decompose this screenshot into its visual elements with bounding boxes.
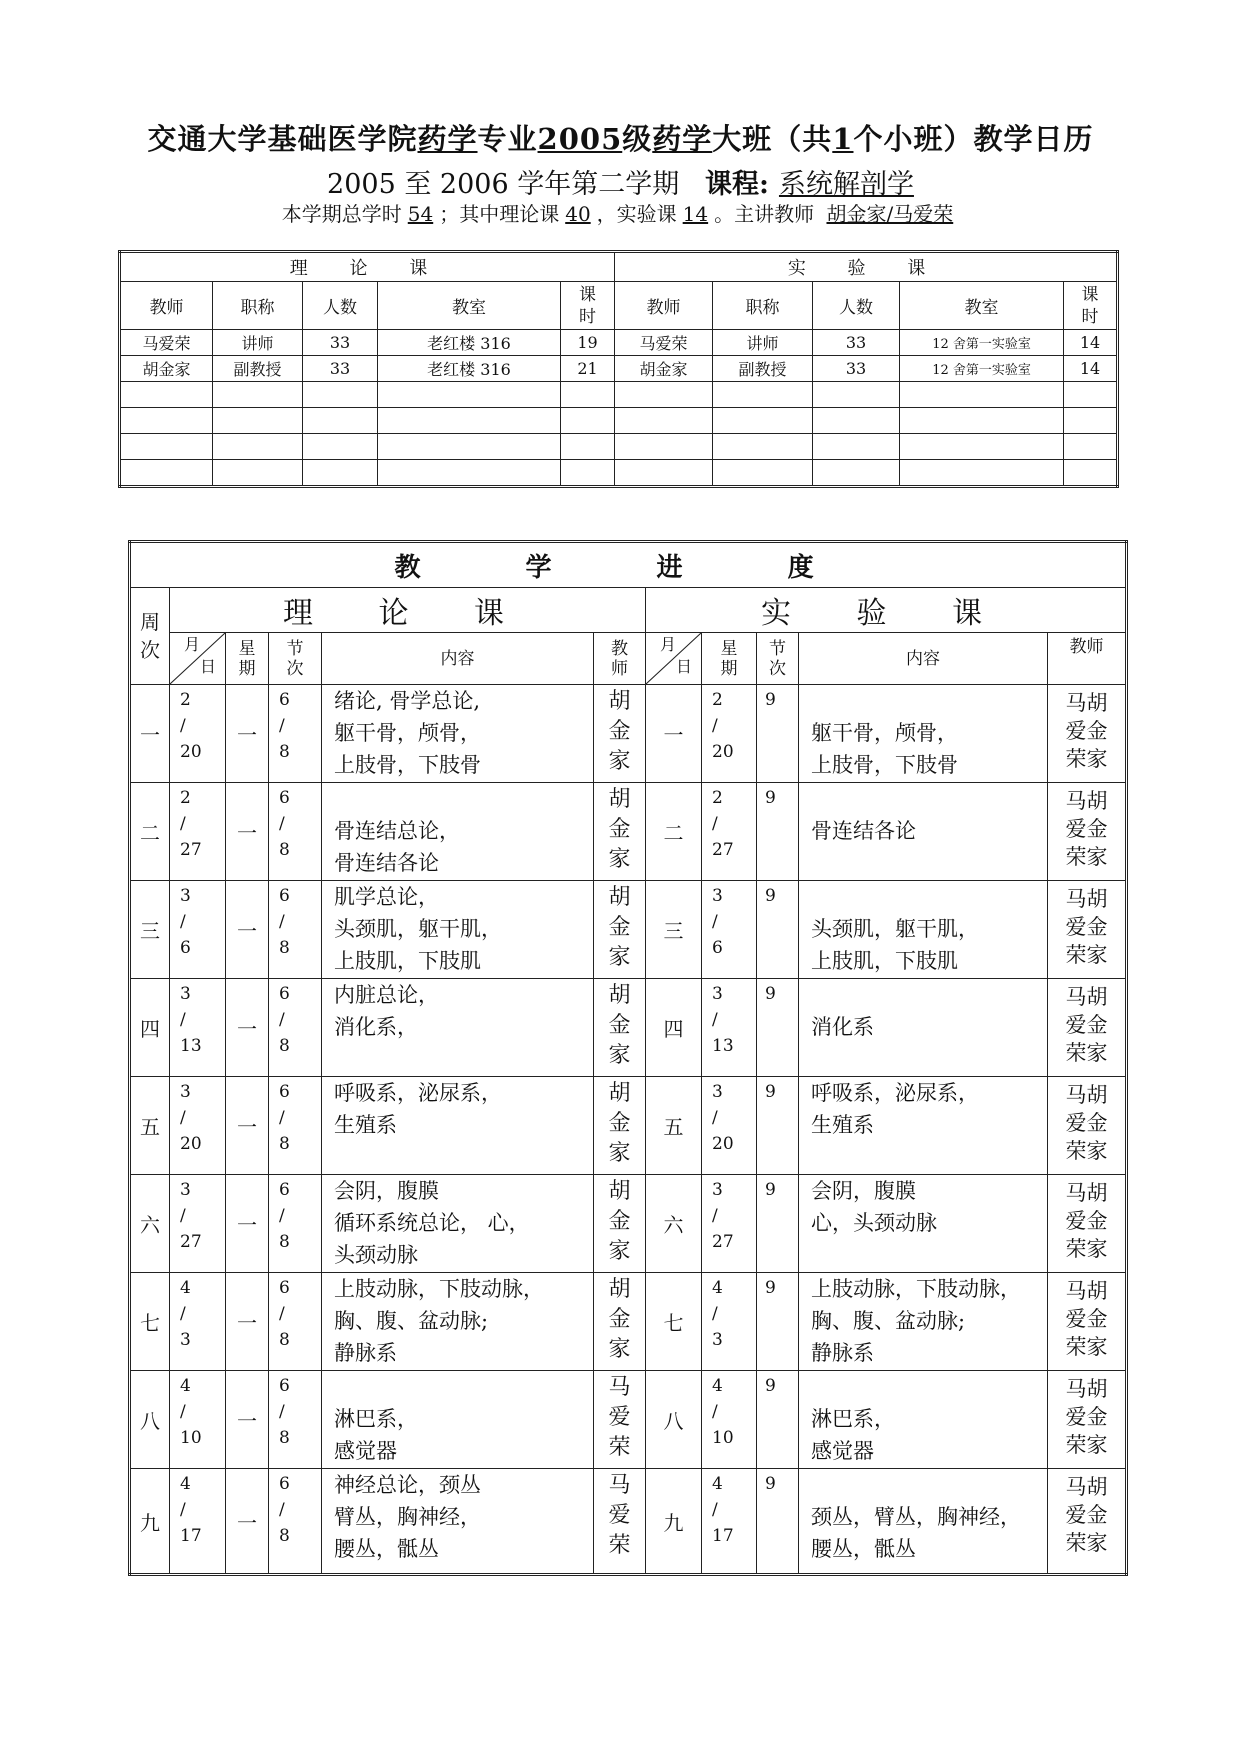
theory-content: 上肢动脉，下肢动脉， 胸、腹、盆动脉; 静脉系 bbox=[322, 1273, 594, 1371]
schedule-table bbox=[128, 540, 1128, 1576]
week-number: 七 bbox=[130, 1273, 170, 1371]
lab-period: 9 bbox=[757, 783, 799, 881]
lab-content: 躯干骨，颅骨， 上肢骨，下肢骨 bbox=[799, 685, 1048, 783]
col-rank: 职称 bbox=[213, 282, 303, 330]
week-number: 四 bbox=[130, 979, 170, 1077]
lab-teacher: 马胡 爱金 荣家 bbox=[1048, 783, 1127, 881]
lab-week: 九 bbox=[646, 1469, 702, 1575]
period-header: 节次 bbox=[757, 633, 799, 685]
theory-teacher: 胡 金 家 bbox=[594, 783, 646, 881]
schedule-row bbox=[130, 1175, 1127, 1273]
col-teacher: 教师 bbox=[120, 282, 213, 330]
schedule-theory-title: 理 论 课 bbox=[170, 588, 646, 633]
period: 6 / 8 bbox=[269, 881, 322, 979]
lab-period: 9 bbox=[757, 1273, 799, 1371]
col-hours: 课时 bbox=[1064, 282, 1118, 330]
col-count: 人数 bbox=[303, 282, 378, 330]
weekday: 一 bbox=[226, 1273, 269, 1371]
week-number: 六 bbox=[130, 1175, 170, 1273]
lab-date: 2 / 27 bbox=[702, 783, 757, 881]
date: 4 / 10 bbox=[170, 1371, 226, 1469]
theory-content: 内脏总论， 消化系， bbox=[322, 979, 594, 1077]
lab-content: 上肢动脉，下肢动脉， 胸、腹、盆动脉; 静脉系 bbox=[799, 1273, 1048, 1371]
total-hours: 54 bbox=[407, 202, 434, 226]
schedule-row bbox=[130, 1469, 1127, 1575]
weekday: 一 bbox=[226, 1469, 269, 1575]
period: 6 / 8 bbox=[269, 1469, 322, 1575]
week-number: 一 bbox=[130, 685, 170, 783]
date: 3 / 6 bbox=[170, 881, 226, 979]
lab-date: 3 / 27 bbox=[702, 1175, 757, 1273]
lab-week: 五 bbox=[646, 1077, 702, 1175]
schedule-title: 教 学 进 度 bbox=[130, 542, 1127, 588]
col-room: 教室 bbox=[378, 282, 561, 330]
week-number: 九 bbox=[130, 1469, 170, 1575]
theory-teacher: 胡 金 家 bbox=[594, 1175, 646, 1273]
lab-content: 会阴，腹膜 心，头颈动脉 bbox=[799, 1175, 1048, 1273]
theory-teacher: 胡 金 家 bbox=[594, 979, 646, 1077]
lab-content: 消化系 bbox=[799, 979, 1048, 1077]
empty-row bbox=[120, 382, 1118, 408]
week-number: 三 bbox=[130, 881, 170, 979]
lab-hours: 14 bbox=[682, 202, 709, 226]
course-label: 课程: bbox=[704, 169, 769, 200]
weekday: 一 bbox=[226, 979, 269, 1077]
term: 2005 至 2006 学年第二学期 bbox=[327, 169, 680, 200]
lab-week: 六 bbox=[646, 1175, 702, 1273]
schedule-row bbox=[130, 783, 1127, 881]
theory-content: 肌学总论， 头颈肌，躯干肌， 上肢肌，下肢肌 bbox=[322, 881, 594, 979]
schedule-lab-title: 实 验 课 bbox=[646, 588, 1127, 633]
week-number: 二 bbox=[130, 783, 170, 881]
theory-teacher: 马 爱 荣 bbox=[594, 1469, 646, 1575]
lab-period: 9 bbox=[757, 1469, 799, 1575]
empty-row bbox=[120, 434, 1118, 460]
teacher-header: 教师 bbox=[594, 633, 646, 685]
date: 2 / 20 bbox=[170, 685, 226, 783]
date: 3 / 20 bbox=[170, 1077, 226, 1175]
empty-row bbox=[120, 408, 1118, 434]
date: 3 / 27 bbox=[170, 1175, 226, 1273]
lab-period: 9 bbox=[757, 1371, 799, 1469]
weekday-header: 星期 bbox=[226, 633, 269, 685]
theory-content: 神经总论，颈丛 臂丛，胸神经， 腰丛，骶丛 bbox=[322, 1469, 594, 1575]
lab-period: 9 bbox=[757, 685, 799, 783]
theory-teacher: 胡 金 家 bbox=[594, 1077, 646, 1175]
lab-teacher: 马胡 爱金 荣家 bbox=[1048, 1077, 1127, 1175]
staff-lab-title: 实 验 课 bbox=[615, 252, 1118, 282]
lab-period: 9 bbox=[757, 1077, 799, 1175]
teacher-header: 教师 bbox=[1048, 633, 1127, 685]
lab-week: 二 bbox=[646, 783, 702, 881]
date: 2 / 27 bbox=[170, 783, 226, 881]
weekday-header: 星期 bbox=[702, 633, 757, 685]
theory-content: 骨连结总论， 骨连结各论 bbox=[322, 783, 594, 881]
hours-info: 本学期总学时 54 ；其中理论课 40 ，实验课 14 。主讲教师 胡金家/马爱荣 bbox=[0, 198, 1241, 227]
lab-date: 3 / 13 bbox=[702, 979, 757, 1077]
weekday: 一 bbox=[226, 1077, 269, 1175]
lab-content: 头颈肌，躯干肌， 上肢肌，下肢肌 bbox=[799, 881, 1048, 979]
col-teacher: 教师 bbox=[615, 282, 713, 330]
weekday: 一 bbox=[226, 881, 269, 979]
lab-date: 4 / 17 bbox=[702, 1469, 757, 1575]
lab-week: 八 bbox=[646, 1371, 702, 1469]
week-number: 五 bbox=[130, 1077, 170, 1175]
lab-date: 4 / 3 bbox=[702, 1273, 757, 1371]
schedule-row bbox=[130, 1273, 1127, 1371]
term-line bbox=[0, 162, 1241, 201]
date: 3 / 13 bbox=[170, 979, 226, 1077]
col-room: 教室 bbox=[900, 282, 1064, 330]
lab-week: 三 bbox=[646, 881, 702, 979]
theory-content: 呼吸系，泌尿系， 生殖系 bbox=[322, 1077, 594, 1175]
lab-date: 2 / 20 bbox=[702, 685, 757, 783]
weekday: 一 bbox=[226, 685, 269, 783]
lab-teacher: 马胡 爱金 荣家 bbox=[1048, 1273, 1127, 1371]
lab-teacher: 马胡 爱金 荣家 bbox=[1048, 1175, 1127, 1273]
lab-teacher: 马胡 爱金 荣家 bbox=[1048, 685, 1127, 783]
period: 6 / 8 bbox=[269, 979, 322, 1077]
lab-content: 淋巴系， 感觉器 bbox=[799, 1371, 1048, 1469]
weekday: 一 bbox=[226, 1175, 269, 1273]
lab-teacher: 马胡 爱金 荣家 bbox=[1048, 979, 1127, 1077]
lab-week: 七 bbox=[646, 1273, 702, 1371]
theory-content: 会阴，腹膜 循环系统总论， 心， 头颈动脉 bbox=[322, 1175, 594, 1273]
lab-teacher: 马胡 爱金 荣家 bbox=[1048, 1371, 1127, 1469]
period: 6 / 8 bbox=[269, 1371, 322, 1469]
col-rank: 职称 bbox=[713, 282, 813, 330]
lab-teacher: 马胡 爱金 荣家 bbox=[1048, 881, 1127, 979]
lab-period: 9 bbox=[757, 881, 799, 979]
period: 6 / 8 bbox=[269, 1175, 322, 1273]
lab-teacher: 马胡 爱金 荣家 bbox=[1048, 1469, 1127, 1575]
weekday: 一 bbox=[226, 783, 269, 881]
lab-content: 呼吸系，泌尿系， 生殖系 bbox=[799, 1077, 1048, 1175]
month-day-header: 月 日 bbox=[170, 633, 226, 685]
theory-teacher: 胡 金 家 bbox=[594, 685, 646, 783]
theory-teacher: 胡 金 家 bbox=[594, 881, 646, 979]
week-number: 八 bbox=[130, 1371, 170, 1469]
content-header: 内容 bbox=[322, 633, 594, 685]
week-header: 周次 bbox=[130, 588, 170, 685]
empty-row bbox=[120, 460, 1118, 487]
schedule-row bbox=[130, 979, 1127, 1077]
theory-teacher: 胡 金 家 bbox=[594, 1273, 646, 1371]
month-day-header: 月 日 bbox=[646, 633, 702, 685]
lab-date: 3 / 20 bbox=[702, 1077, 757, 1175]
content-header: 内容 bbox=[799, 633, 1048, 685]
period: 6 / 8 bbox=[269, 1077, 322, 1175]
period: 6 / 8 bbox=[269, 685, 322, 783]
col-hours: 课时 bbox=[561, 282, 615, 330]
lab-week: 一 bbox=[646, 685, 702, 783]
lab-content: 骨连结各论 bbox=[799, 783, 1048, 881]
date: 4 / 3 bbox=[170, 1273, 226, 1371]
lab-content: 颈丛，臂丛，胸神经， 腰丛，骶丛 bbox=[799, 1469, 1048, 1575]
period: 6 / 8 bbox=[269, 1273, 322, 1371]
theory-teacher: 马 爱 荣 bbox=[594, 1371, 646, 1469]
col-count: 人数 bbox=[813, 282, 900, 330]
lab-period: 9 bbox=[757, 1175, 799, 1273]
lab-week: 四 bbox=[646, 979, 702, 1077]
period-header: 节次 bbox=[269, 633, 322, 685]
page-title: 交通大学基础医学院药学专业2005级药学大班（共1个小班）教学日历 bbox=[147, 122, 1094, 156]
lab-period: 9 bbox=[757, 979, 799, 1077]
theory-content: 淋巴系， 感觉器 bbox=[322, 1371, 594, 1469]
theory-content: 绪论, 骨学总论, 躯干骨，颅骨， 上肢骨，下肢骨 bbox=[322, 685, 594, 783]
course-name: 系统解剖学 bbox=[778, 169, 914, 200]
lab-date: 4 / 10 bbox=[702, 1371, 757, 1469]
weekday: 一 bbox=[226, 1371, 269, 1469]
schedule-row bbox=[130, 685, 1127, 783]
staff-theory-title: 理 论 课 bbox=[120, 252, 615, 282]
schedule-row bbox=[130, 881, 1127, 979]
theory-hours: 40 bbox=[565, 202, 591, 226]
schedule-row bbox=[130, 1077, 1127, 1175]
date: 4 / 17 bbox=[170, 1469, 226, 1575]
schedule-row bbox=[130, 1371, 1127, 1469]
staff-table bbox=[118, 250, 1119, 488]
table-row: 胡金家 副教授 33 老红楼 316 21 胡金家 副教授 33 12 舍第一实验室 14 bbox=[120, 356, 1118, 382]
period: 6 / 8 bbox=[269, 783, 322, 881]
lab-date: 3 / 6 bbox=[702, 881, 757, 979]
table-row: 马爱荣 讲师 33 老红楼 316 19 马爱荣 讲师 33 12 舍第一实验室 14 bbox=[120, 330, 1118, 356]
lead-teachers: 胡金家/马爱荣 bbox=[826, 202, 954, 226]
